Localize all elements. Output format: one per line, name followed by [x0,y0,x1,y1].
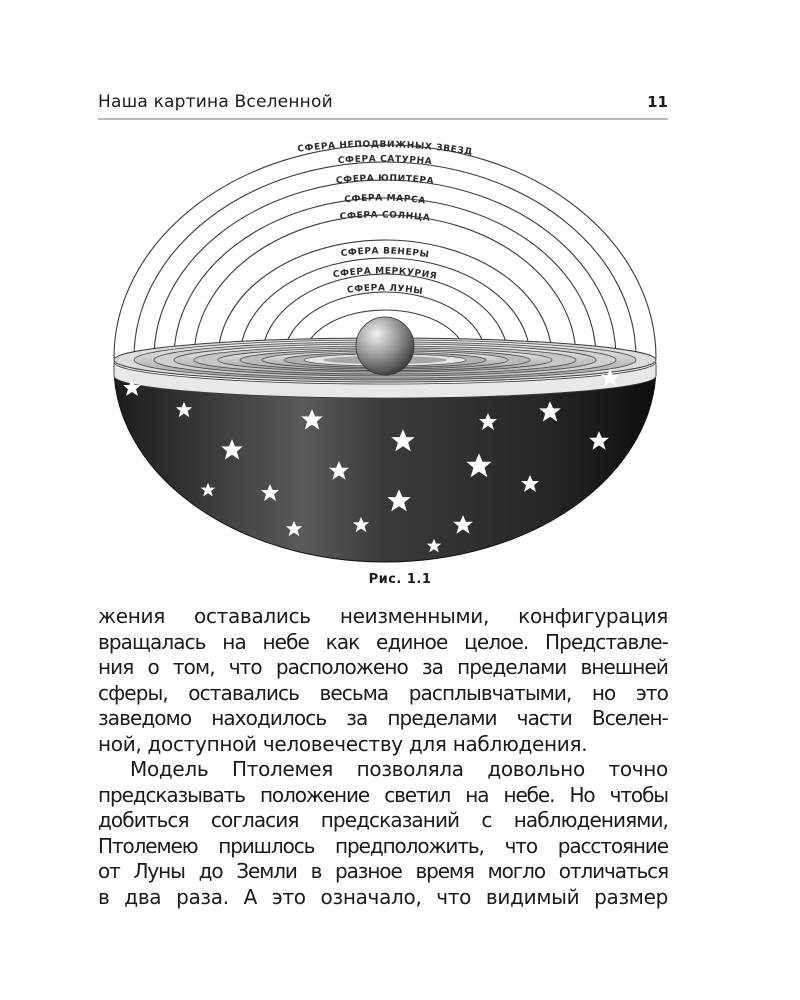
body-text [98,604,668,910]
ptolemy-spheres-figure [100,130,670,570]
text-line: предсказывать положение светил на небе. Но чтобы [98,782,668,807]
text-line: добиться согласия предсказаний с наблюдениями, [98,808,668,832]
page-number: 11 [647,93,668,111]
svg-text:СФЕРА МЕРКУРИЯ [332,266,438,282]
text-line: от Луны до Земли в разное время могло отличаться [98,859,668,883]
text-line: в два раза. А это означало, что видимый размер [98,884,668,909]
figure-caption: Рис. 1.1 [368,572,432,587]
running-header [98,88,668,120]
label-saturn-sphere: СФЕРА САТУРНА [337,154,433,168]
label-mercury-sphere: СФЕРА МЕРКУРИЯ [332,266,438,282]
svg-text:СФЕРА САТУРНА [338,154,433,167]
text-line: сферы, оставались весьма расплывчатыми, но это [98,680,668,705]
running-title: Наша картина Вселенной [98,92,333,112]
earth-globe [356,317,414,375]
label-moon-sphere: СФЕРА ЛУНЫ [346,283,424,298]
label-jupiter-sphere: СФЕРА ЮПИТЕРА [335,173,435,187]
svg-text:СФЕРА ЮПИТЕРА [336,174,435,187]
text-line: заведомо находилось за пределами части Вселен- [98,706,668,730]
text-line: жения оставались неизменными, конфигурация [98,604,668,628]
celestial-spheres-illustration [100,130,670,570]
svg-text:СФЕРА СОЛНЦА [339,210,430,223]
svg-text:СФЕРА ЛУНЫ [347,283,424,297]
text-line: Птолемею пришлось предположить, что расстояние [98,833,668,858]
label-fixed-stars-sphere: СФЕРА НЕПОДВИЖНЫХ ЗВЕЗД [296,139,474,158]
label-venus-sphere: СФЕРА ВЕНЕРЫ [340,246,431,261]
label-mars-sphere: СФЕРА МАРСА [343,193,427,207]
text-line: Модель Птолемея позволяла довольно точно [130,757,668,781]
text-line: вращалась на небе как единое целое. Представле- [98,629,668,654]
text-line: ной, доступной человечеству для наблюдения. [98,731,588,756]
svg-text:СФЕРА МАРСА [344,193,426,206]
text-line: ния о том, что расположено за пределами внешней [98,655,668,679]
label-sun-sphere: СФЕРА СОЛНЦА [339,210,431,224]
